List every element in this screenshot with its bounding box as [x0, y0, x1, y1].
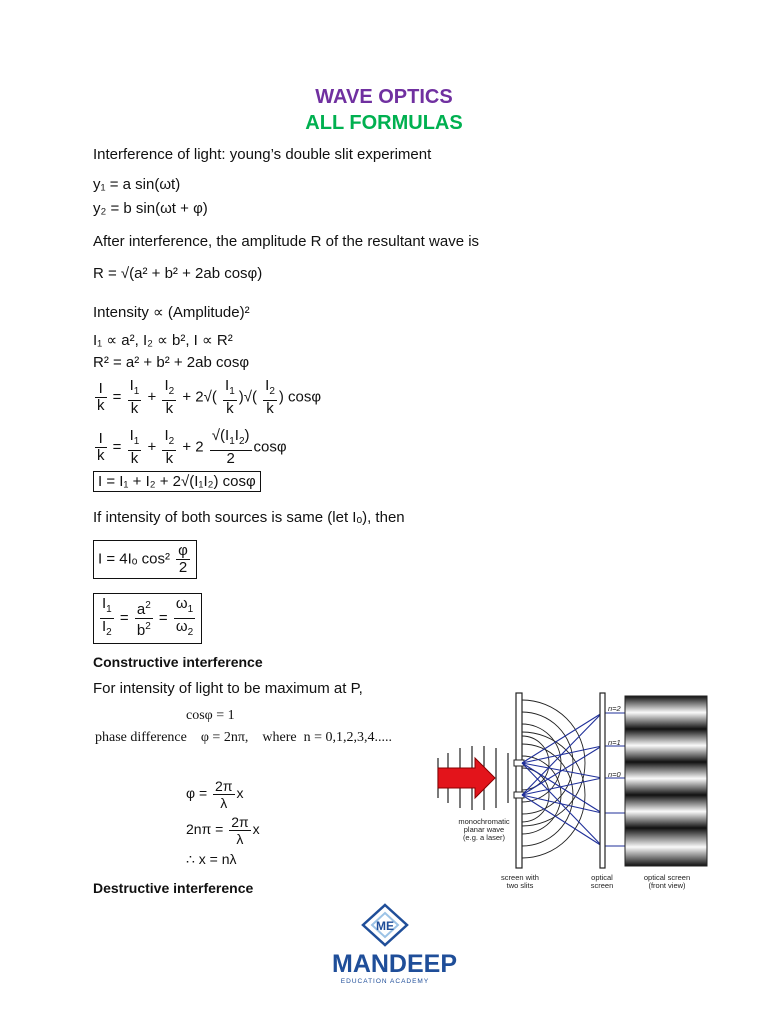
fraction: $\frac{\varphi}{2}$ — [178, 542, 188, 576]
fraction: $\frac{2\pi}{\lambda}$ — [231, 814, 249, 847]
equation-intensity-proportional: Intensity ∝ (Amplitude)² — [93, 304, 250, 321]
label-line: optical screen — [643, 873, 691, 882]
equation-2npi-x: 2nπ = $\frac{2\pi}{\lambda}$ x — [186, 814, 260, 847]
after-interference-text: After interference, the amplitude R of the resultant wave is — [93, 233, 480, 250]
equation-text: I = 4Iₒ cos² — [98, 550, 170, 568]
constructive-heading: Constructive interference — [93, 654, 263, 670]
label-line: screen — [590, 881, 614, 890]
fraction: $\frac{I_2}{k}$ — [265, 377, 275, 417]
intro-text: Interference of light: young’s double slit experiment — [93, 146, 432, 163]
label-line: (front view) — [648, 881, 686, 890]
equation-total-intensity — [93, 473, 261, 490]
order-label-n1: n=1 — [608, 738, 621, 747]
fraction: $\frac{I}{k}$ — [97, 380, 105, 414]
equation-intensity-ratio-simplified: $\frac{I}{k}$ = $\frac{I_1}{k}$ + $\frac{I_2}{k}$ + 2 $\frac{√(I_1I_2)}{2}$ cosφ — [97, 427, 287, 467]
constructive-text: For intensity of light to be maximum at P, — [93, 680, 363, 697]
academy-logo-emblem — [360, 903, 410, 947]
fraction: $\frac{I_1}{k}$ — [129, 377, 140, 417]
equation-resultant-amplitude: R = √(a² + b² + 2ab cosφ) — [93, 265, 263, 282]
fraction: $\frac{I_1}{k}$ — [129, 427, 140, 467]
fraction: $\frac{√(I_1I_2)}{2}$ — [211, 427, 250, 467]
destructive-heading: Destructive interference — [93, 880, 254, 896]
same-intensity-text: If intensity of both sources is same (let Iₒ), then — [93, 509, 405, 526]
double-slit-diagram — [420, 688, 715, 898]
equation-intensity-amplitude-ratio — [93, 593, 202, 644]
label-line: monochromatic — [458, 817, 510, 826]
equation-phase-difference: phase difference φ = 2nπ, where n = 0,1,2,3,4..... — [95, 730, 392, 745]
academy-tagline: EDUCATION ACADEMY — [340, 978, 430, 985]
wave-label — [446, 818, 522, 842]
academy-name: MANDEEP — [332, 950, 458, 978]
fraction: $\frac{a^2}{b^2}$ — [136, 600, 151, 639]
fraction: $\frac{I_1}{k}$ — [225, 377, 235, 417]
page-subtitle: ALL FORMULAS — [305, 112, 463, 134]
page-title: WAVE OPTICS — [315, 86, 453, 108]
equation-cos: cosφ = 1 — [186, 708, 235, 723]
order-label-n0: n=0 — [608, 770, 621, 779]
equation-x-nlambda: ∴ x = nλ — [186, 851, 237, 867]
double-slit-illustration — [420, 688, 715, 898]
equation-proportionality: I₁ ∝ a², I₂ ∝ b², I ∝ R² — [93, 332, 233, 349]
label-line: optical — [591, 873, 613, 882]
fraction: $\frac{2\pi}{\lambda}$ — [215, 778, 233, 811]
logo-icon — [360, 903, 410, 947]
boxed-equation — [93, 540, 197, 579]
equation-y1: y₁ = a sin(ωt) — [93, 176, 181, 193]
fraction: $\frac{I_2}{k}$ — [164, 427, 175, 467]
order-label-n2: n=2 — [608, 704, 621, 713]
fraction: $\frac{I_2}{k}$ — [164, 377, 175, 417]
label-line: screen with — [501, 873, 539, 882]
fraction: $\frac{\omega_1}{\omega_2}$ — [175, 595, 194, 638]
slits-label — [492, 874, 548, 890]
boxed-equation: I = I₁ + I₂ + 2√(I₁I₂) cosφ — [93, 471, 261, 492]
equation-phi-x: φ = $\frac{2\pi}{\lambda}$ x — [186, 778, 244, 811]
equation-four-intensity — [93, 540, 197, 579]
label-line: two slits — [506, 881, 534, 890]
boxed-equation: $\frac{I_1}{I_2}$ = $\frac{a^2}{b^2}$ = $\frac{\omega_1}{\omega_2}$ — [93, 593, 202, 644]
equation-r-squared: R² = a² + b² + 2ab cosφ — [93, 354, 250, 371]
front-view-label — [632, 874, 702, 890]
svg-text:ME: ME — [376, 919, 394, 933]
equation-y2: y₂ = b sin(ωt + φ) — [93, 200, 208, 217]
fraction: $\frac{I}{k}$ — [97, 430, 105, 464]
label-line: (e.g. a laser) — [462, 833, 506, 842]
label-line: planar wave — [463, 825, 505, 834]
fraction: $\frac{I_1}{I_2}$ — [102, 595, 112, 638]
equation-intensity-ratio: $\frac{I}{k}$ = $\frac{I_1}{k}$ + $\frac{I_2}{k}$ + 2√( $\frac{I_1}{k}$ )√( $\frac{I_2}{k}$ ) cosφ — [97, 377, 322, 417]
optical-screen-label — [580, 874, 624, 890]
